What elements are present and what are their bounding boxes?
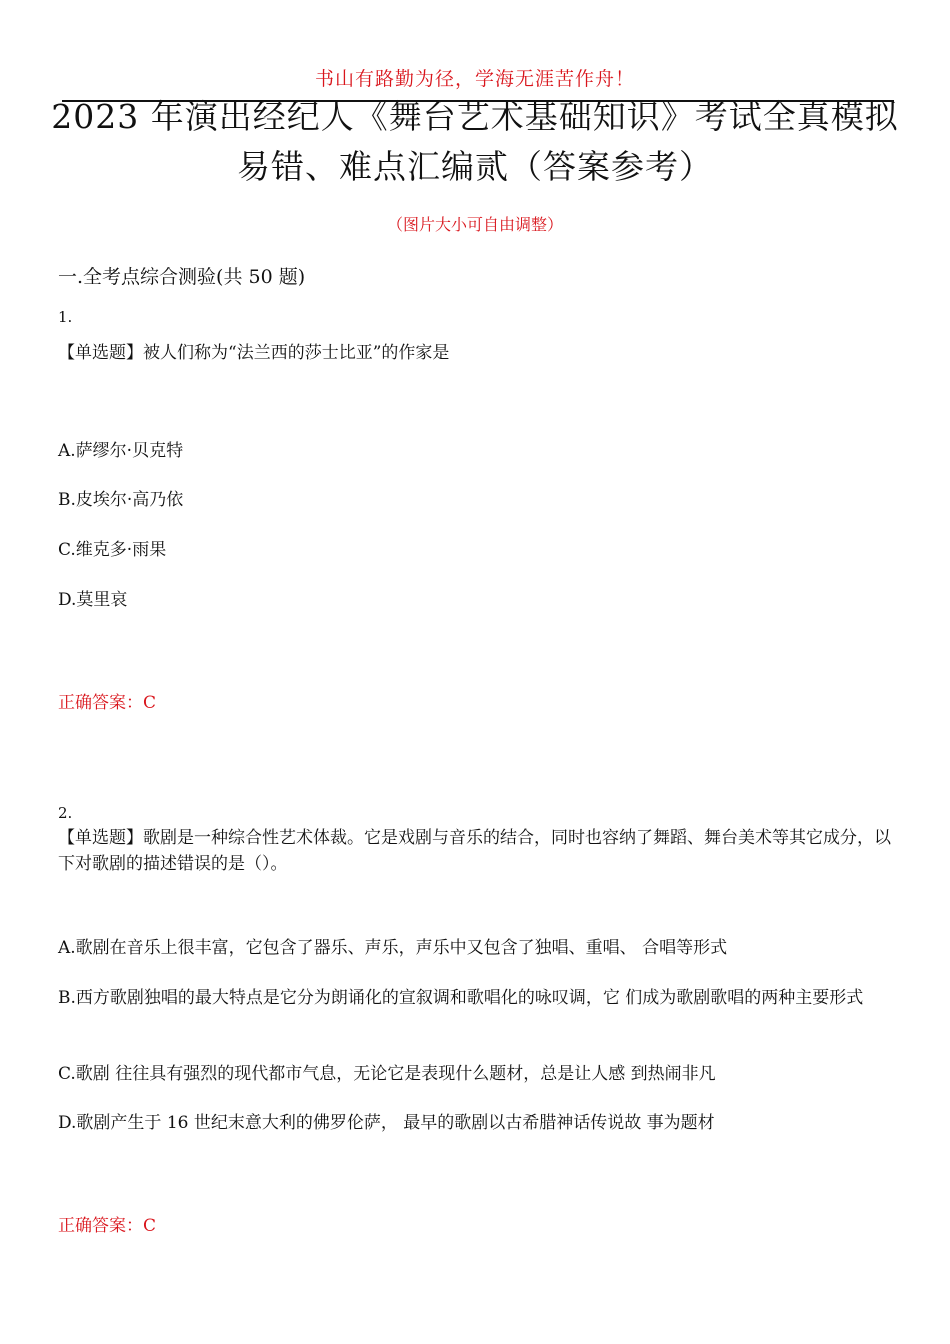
question-2-stem: 【单选题】歌剧是一种综合性艺术体裁。它是戏剧与音乐的结合，同时也容纳了舞蹈、舞台美术等其它成分，以下对歌剧的描述错误的是（）。 (58, 828, 891, 874)
document-title: 2023 年演出经纪人《舞台艺术基础知识》考试全真模拟易错、难点汇编贰（答案参考） (51, 97, 899, 186)
question-1-option-b: B.皮埃尔·高乃依 (58, 490, 184, 510)
question-1-number: 1. (58, 308, 73, 326)
question-1-option-c: C.维克多·雨果 (58, 540, 167, 560)
question-2-answer: 正确答案：C (58, 1216, 157, 1236)
question-1-answer: 正确答案：C (58, 693, 157, 713)
question-2-number: 2. (58, 804, 73, 822)
question-2-option-b: B.西方歌剧独唱的最大特点是它分为朗诵化的宣叙调和歌唱化的咏叹调，它 们成为歌剧歌唱的两种主要形式 (58, 988, 864, 1008)
question-1-option-d: D.莫里哀 (58, 590, 128, 610)
question-1-stem: 【单选题】被人们称为“法兰西的莎士比亚”的作家是 (58, 343, 450, 363)
motto: 书山有路勤为径，学海无涯苦作舟！ (314, 68, 635, 90)
resize-note: （图片大小可自由调整） (386, 215, 563, 234)
question-2-option-d: D.歌剧产生于 16 世纪末意大利的佛罗伦萨， 最早的歌剧以古希腊神话传说故 事为题材 (58, 1113, 715, 1133)
question-2-option-c: C.歌剧 往往具有强烈的现代都市气息，无论它是表现什么题材，总是让人感 到热闹非凡 (58, 1064, 716, 1084)
question-1-option-a: A.萨缪尔·贝克特 (58, 441, 184, 461)
question-2-option-a: A.歌剧在音乐上很丰富，它包含了器乐、声乐，声乐中又包含了独唱、重唱、 合唱等形式 (58, 938, 728, 958)
section-title: 一.全考点综合测验(共 50 题) (58, 266, 306, 288)
